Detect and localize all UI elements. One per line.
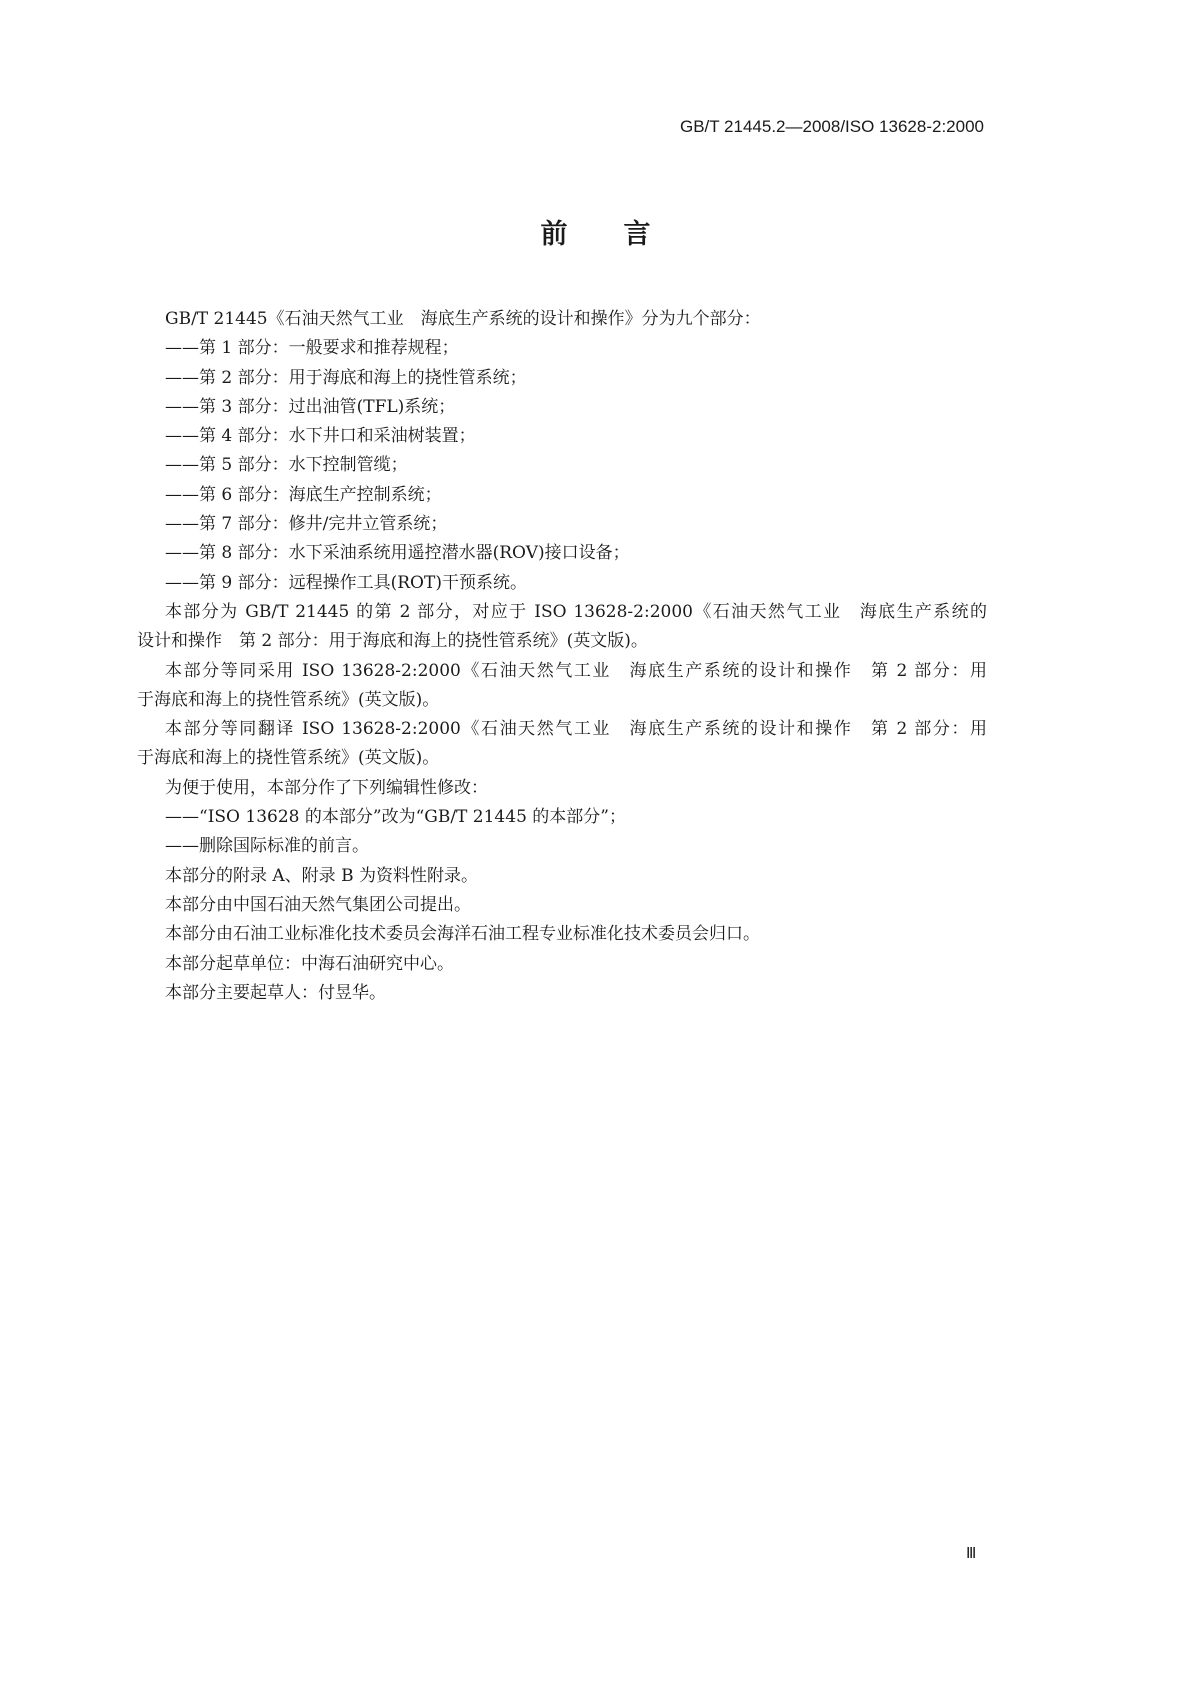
paragraph <box>165 393 987 422</box>
paragraph-line: 于海底和海上的挠性管系统》(英文版)。 <box>137 689 440 710</box>
paragraph <box>137 715 987 774</box>
paragraph-line: ——第 8 部分：水下采油系统用遥控潜水器(ROV)接口设备； <box>165 543 630 564</box>
paragraph-line: ——删除国际标准的前言。 <box>165 836 369 857</box>
paragraph-line: ——第 2 部分：用于海底和海上的挠性管系统； <box>165 367 527 388</box>
paragraph-line: 设计和操作 第 2 部分：用于海底和海上的挠性管系统》(英文版)。 <box>137 631 648 652</box>
page-title: 前言 <box>540 219 707 250</box>
paragraph <box>165 364 987 393</box>
paragraph <box>165 422 987 451</box>
paragraph-line: 于海底和海上的挠性管系统》(英文版)。 <box>137 748 440 769</box>
paragraph <box>137 657 987 716</box>
paragraph <box>137 598 987 657</box>
paragraph-line: ——第 6 部分：海底生产控制系统； <box>165 484 442 505</box>
paragraph <box>165 862 987 891</box>
paragraph <box>165 539 987 568</box>
paragraph-line: GB/T 21445《石油天然气工业 海底生产系统的设计和操作》分为九个部分： <box>165 309 761 329</box>
document-body <box>137 305 987 1008</box>
paragraph <box>165 832 987 861</box>
paragraph-line: 本部分由中国石油天然气集团公司提出。 <box>165 894 471 915</box>
standard-number-header: GB/T 21445.2—2008/ISO 13628-2:2000 <box>679 117 984 136</box>
paragraph-line: ——第 5 部分：水下控制管缆； <box>165 455 408 476</box>
paragraph <box>165 510 987 539</box>
page-number: Ⅲ <box>966 1546 977 1562</box>
paragraph <box>165 950 987 979</box>
paragraph-line: ——第 9 部分：远程操作工具(ROT)干预系统。 <box>165 572 527 593</box>
paragraph-line: 本部分主要起草人：付昱华。 <box>165 982 386 1003</box>
paragraph-line: 本部分等同翻译 ISO 13628-2:2000《石油天然气工业 海底生产系统的设计和操作 第 2 部分：用 <box>165 719 987 740</box>
paragraph <box>165 569 987 598</box>
paragraph <box>165 979 987 1008</box>
paragraph <box>165 920 987 949</box>
paragraph <box>165 305 987 334</box>
paragraph <box>165 451 987 480</box>
paragraph <box>165 891 987 920</box>
paragraph-line: 本部分的附录 A、附录 B 为资料性附录。 <box>165 865 478 886</box>
paragraph-line: 本部分起草单位：中海石油研究中心。 <box>165 953 454 974</box>
paragraph-line: 本部分等同采用 ISO 13628-2:2000《石油天然气工业 海底生产系统的设计和操作 第 2 部分：用 <box>165 660 987 681</box>
paragraph-line: ——第 1 部分：一般要求和推荐规程； <box>165 338 459 359</box>
paragraph <box>165 774 987 803</box>
paragraph-line: 本部分为 GB/T 21445 的第 2 部分，对应于 ISO 13628-2:2000《石油天然气工业 海底生产系统的 <box>165 601 987 622</box>
paragraph <box>165 803 987 832</box>
paragraph-line: ——第 4 部分：水下井口和采油树装置； <box>165 426 476 447</box>
paragraph <box>165 481 987 510</box>
paragraph-line: 本部分由石油工业标准化技术委员会海洋石油工程专业标准化技术委员会归口。 <box>165 924 760 945</box>
paragraph <box>165 334 987 363</box>
paragraph-line: 为便于使用，本部分作了下列编辑性修改： <box>165 777 488 798</box>
paragraph-line: ——第 3 部分：过出油管(TFL)系统； <box>165 396 456 417</box>
paragraph-line: ——第 7 部分：修井/完井立管系统； <box>165 514 448 535</box>
paragraph-line: ——“ISO 13628 的本部分”改为“GB/T 21445 的本部分”； <box>165 807 626 828</box>
